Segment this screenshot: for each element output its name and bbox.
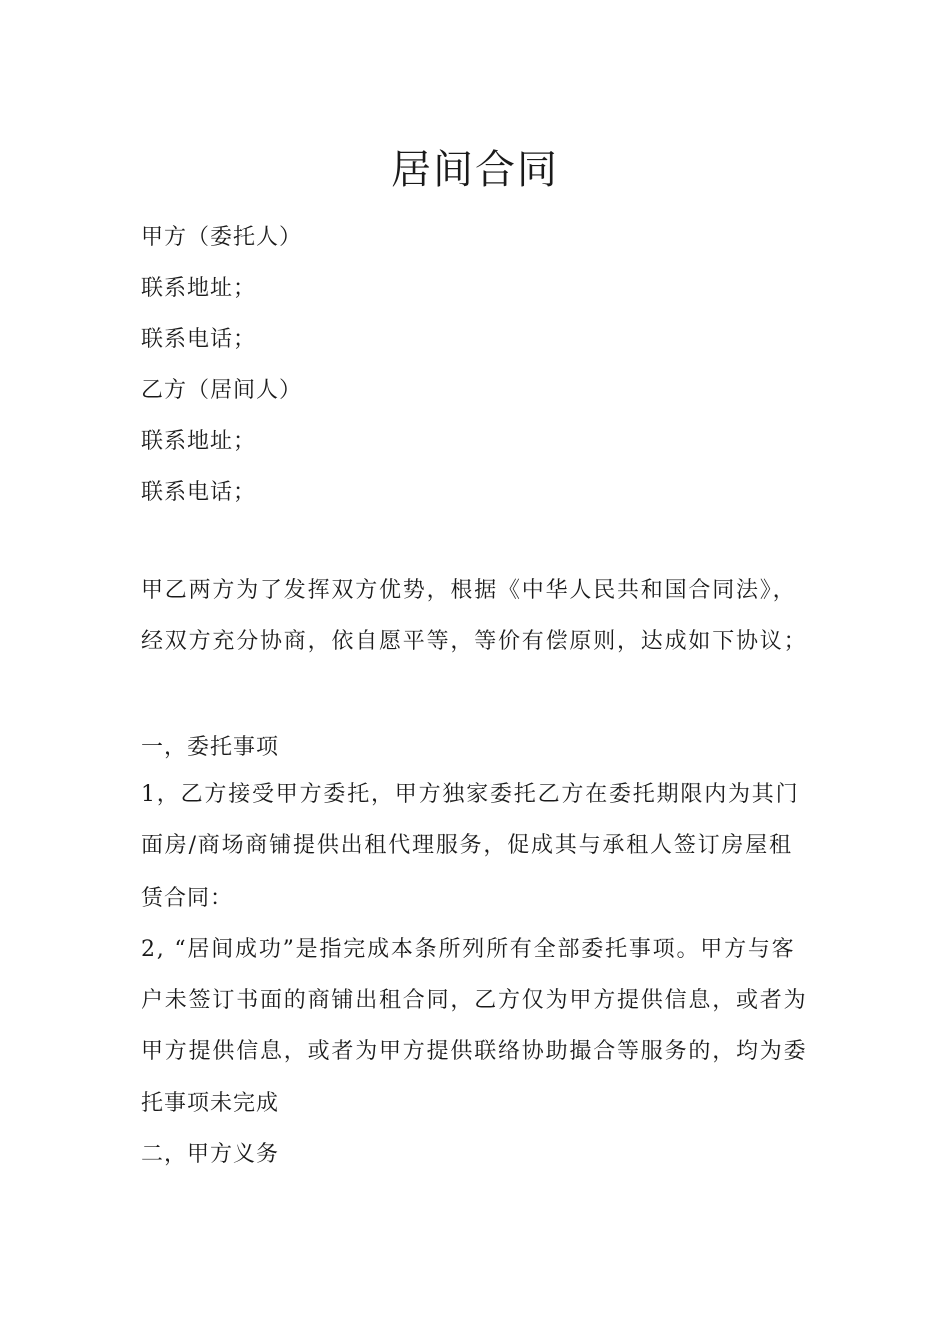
party-a-label: 甲方（委托人） [141,225,303,250]
clause-line: 托事项未完成 [141,1091,280,1116]
clause-line: 赁合同： [141,886,234,911]
section-heading-entrusted-matters: 一，委托事项 [141,735,280,760]
party-a-address: 联系地址； [141,276,257,301]
clause-line: 面房/商场商铺提供出租代理服务，促成其与承租人签订房屋租 [141,833,793,858]
clause-line: 户未签订书面的商铺出租合同，乙方仅为甲方提供信息，或者为 [141,988,808,1013]
clause-line: 1，乙方接受甲方委托，甲方独家委托乙方在委托期限内为其门 [141,782,800,807]
section-heading-party-a-obligations: 二，甲方义务 [141,1142,280,1167]
party-b-address: 联系地址； [141,429,257,454]
clause-line: 甲方提供信息，或者为甲方提供联络协助撮合等服务的，均为委 [141,1039,808,1064]
party-a-phone: 联系电话； [141,327,257,352]
party-b-phone: 联系电话； [141,480,257,505]
party-b-label: 乙方（居间人） [141,378,303,403]
document-title: 居间合同 [391,147,559,193]
preamble-line: 经双方充分协商，依自愿平等，等价有偿原则，达成如下协议； [141,629,808,654]
preamble-line: 甲乙两方为了发挥双方优势，根据《中华人民共和国合同法》， [141,578,797,603]
clause-line: 2, “居间成功”是指完成本条所列所有全部委托事项。甲方与客 [141,937,796,962]
